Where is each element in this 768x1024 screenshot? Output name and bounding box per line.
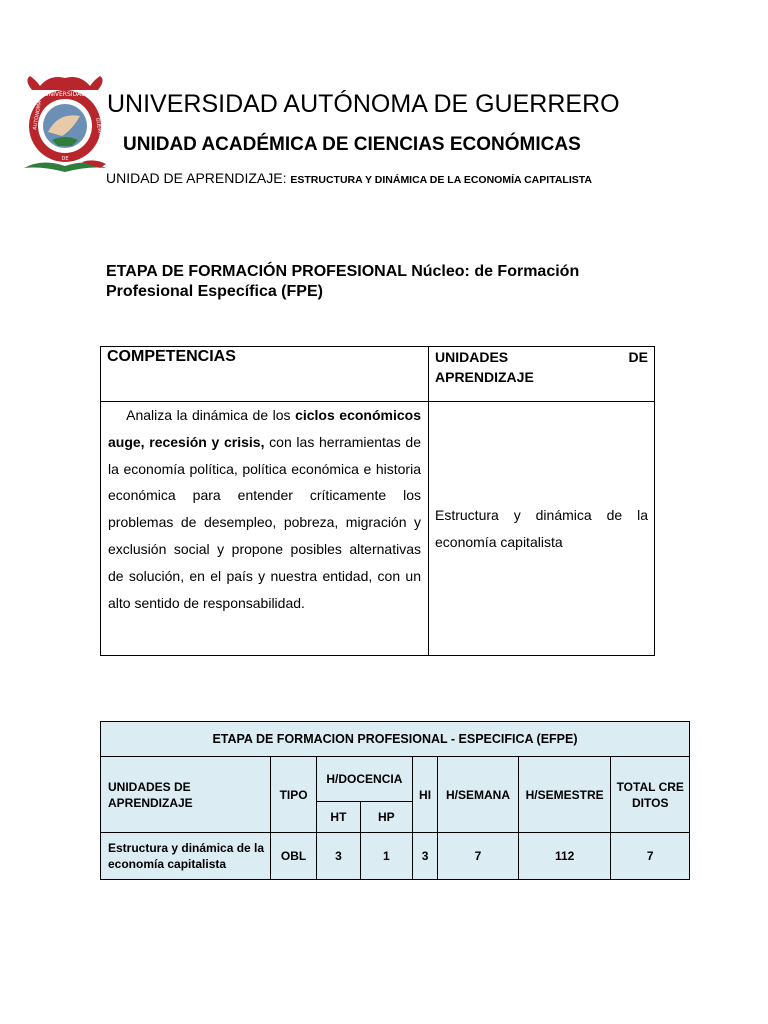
- learning-unit-cell: Estructura y dinámica de la economía capitalista: [429, 402, 655, 656]
- competencias-table: [100, 346, 655, 656]
- row-ht: 3: [317, 833, 361, 880]
- row-unit: Estructura y dinámica de la economía capitalista: [101, 833, 271, 880]
- stage-title-line2: Profesional Específica (FPE): [106, 283, 323, 300]
- stage-title: [106, 262, 666, 302]
- logo-text-right: GUERRERO: [94, 117, 105, 147]
- header-ht: HT: [317, 802, 361, 833]
- header-units: UNIDADES DE APRENDIZAJE: [101, 757, 271, 833]
- row-semestre: 112: [518, 833, 611, 880]
- units-header-a: UNIDADES: [435, 349, 509, 365]
- header-hi: HI: [412, 757, 437, 833]
- units-header: [429, 347, 655, 402]
- competencia-text: [101, 402, 429, 656]
- learning-unit-name: ESTRUCTURA Y DINÁMICA DE LA ECONOMÍA CAPITALISTA: [290, 174, 592, 186]
- header-docencia: H/DOCENCIA: [317, 757, 413, 802]
- academic-unit-title: UNIDAD ACADÉMICA DE CIENCIAS ECONÓMICAS: [123, 134, 581, 155]
- learning-unit-label: UNIDAD DE APRENDIZAJE:: [106, 170, 287, 186]
- competencia-intro: Analiza la dinámica de los: [126, 407, 296, 423]
- header-semestre: H/SEMESTRE: [518, 757, 611, 833]
- table-header-row: [101, 347, 655, 402]
- logo-text-top: UNIVERSIDAD: [44, 91, 86, 98]
- competencia-rest: con las herramientas de la economía política, política económica e historia económica para entender críticamente los problemas de desempleo, pobreza, migración y exclusión social y propone posibles alternativas de solución, en el país y nuestra entidad, con un alto sentido de responsabilidad.: [108, 433, 421, 611]
- logo-text-left: AUTÓNOMA: [32, 100, 44, 131]
- hours-header-row: [101, 757, 690, 802]
- hours-table: [100, 721, 690, 880]
- row-hp: 1: [360, 833, 412, 880]
- header-semana: H/SEMANA: [438, 757, 519, 833]
- row-semana: 7: [438, 833, 519, 880]
- hours-title-row: [101, 722, 690, 757]
- competencia-bold: ciclos económicos auge, recesión y crisis,: [108, 407, 421, 450]
- row-tipo: OBL: [271, 833, 317, 880]
- university-title: UNIVERSIDAD AUTÓNOMA DE GUERRERO: [107, 90, 620, 118]
- hours-table-title: ETAPA DE FORMACION PROFESIONAL - ESPECIFICA (EFPE): [101, 722, 690, 757]
- header-tipo: TIPO: [271, 757, 317, 833]
- learning-unit-line: [106, 170, 592, 186]
- table-row: [101, 833, 690, 880]
- header-creditos: TOTAL CREDITOS: [611, 757, 690, 833]
- stage-title-line1: ETAPA DE FORMACIÓN PROFESIONAL Núcleo: de Formación: [106, 263, 580, 280]
- units-header-b: DE: [628, 349, 648, 365]
- competencias-header: COMPETENCIAS: [101, 347, 429, 402]
- header-hp: HP: [360, 802, 412, 833]
- row-creditos: 7: [611, 833, 690, 880]
- university-seal-logo: [22, 74, 108, 174]
- row-hi: 3: [412, 833, 437, 880]
- units-header-c: APRENDIZAJE: [435, 369, 534, 385]
- logo-text-bottom: DE: [61, 156, 69, 162]
- table-row: [101, 402, 655, 656]
